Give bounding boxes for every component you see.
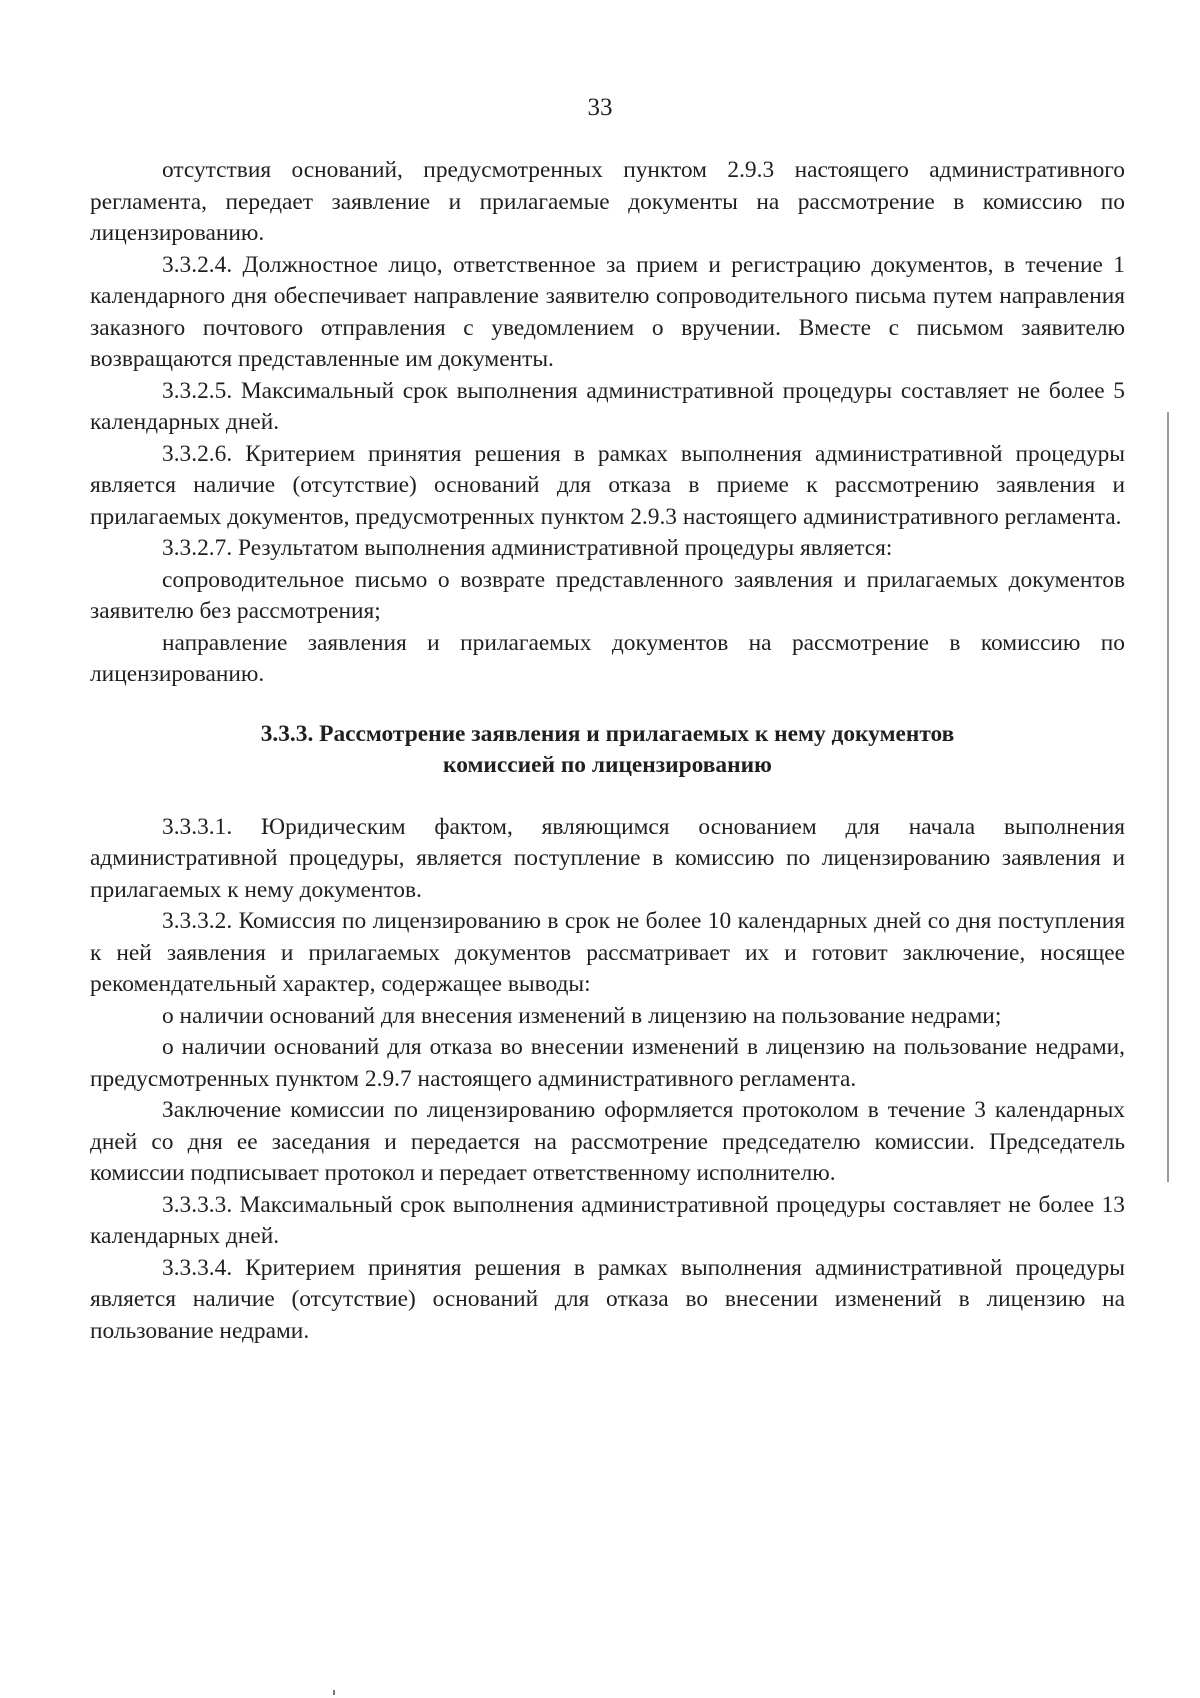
result-item-return-letter: сопроводительное письмо о возврате представленного заявления и прилагаемых документов заявителю без рассмотрения; (90, 566, 1125, 624)
result-item-send-to-commission: направление заявления и прилагаемых документов на рассмотрение в комиссию по лицензированию. (90, 629, 1125, 687)
conclusion-item-grounds-for-changes: о наличии оснований для внесения изменений в лицензию на пользование недрами; (162, 1002, 1002, 1029)
paragraph-3-3-3-4: 3.3.3.4. Критерием принятия решения в рамках выполнения административной процедуры является наличие (отсутствие) оснований для отказа во внесении изменений в лицензию на пользование недрами. (90, 1254, 1125, 1344)
paragraph-3-3-3-1: 3.3.3.1. Юридическим фактом, являющимся основанием для начала выполнения административной процедуры, является поступление в комиссию по лицензированию заявления и прилагаемых к нему документов. (90, 813, 1125, 903)
paragraph-3-3-3-3: 3.3.3.3. Максимальный срок выполнения административной процедуры составляет не более 13 календарных дней. (90, 1191, 1125, 1249)
page-number: 33 (587, 94, 613, 121)
section-heading (90, 719, 1125, 782)
section-heading-line-2: комиссией по лицензированию (443, 752, 772, 778)
paragraph-continuation: отсутствия оснований, предусмотренных пунктом 2.9.3 настоящего административного регламента, передает заявление и прилагаемые документы на рассмотрение в комиссию по лицензированию. (90, 157, 1125, 246)
scan-margin-line (1167, 412, 1169, 1182)
document-body (90, 155, 1125, 1347)
paragraph-3-3-2-6: 3.3.2.6. Критерием принятия решения в рамках выполнения административной процедуры является наличие (отсутствие) оснований для отказа в приеме к рассмотрению заявления и прилагаемых документов, предусмотренных пунктом 2.9.3 настоящего административного регламента. (90, 440, 1125, 530)
paragraph-3-3-3-2: 3.3.3.2. Комиссия по лицензированию в срок не более 10 календарных дней со дня поступления к ней заявления и прилагаемых документов рассматривает их и готовит заключение, носящее рекомендательный характер, содержащее выводы: (90, 908, 1125, 997)
scan-speck (333, 1690, 335, 1695)
conclusion-item-grounds-for-refusal: о наличии оснований для отказа во внесении изменений в лицензию на пользование недрами, предусмотренных пунктом 2.9.7 настоящего административного регламента. (90, 1034, 1125, 1092)
paragraph-commission-protocol: Заключение комиссии по лицензированию оформляется протоколом в течение 3 календарных дней со дня ее заседания и передается на рассмотрение председателю комиссии. Председатель комиссии подписывает протокол и передает ответственному исполнителю. (90, 1097, 1125, 1186)
paragraph-3-3-2-5: 3.3.2.5. Максимальный срок выполнения административной процедуры составляет не более 5 календарных дней. (90, 377, 1125, 435)
section-heading-line-1: 3.3.3. Рассмотрение заявления и прилагаемых к нему документов (260, 720, 955, 747)
paragraph-3-3-2-4: 3.3.2.4. Должностное лицо, ответственное за прием и регистрацию документов, в течение 1 календарного дня обеспечивает направление заявителю сопроводительного письма путем направления заказного почтового отправления с уведомлением о вручении. Вместе с письмом заявителю возвращаются представленные им документы. (90, 251, 1125, 372)
paragraph-3-3-2-7: 3.3.2.7. Результатом выполнения административной процедуры является: (162, 535, 893, 561)
